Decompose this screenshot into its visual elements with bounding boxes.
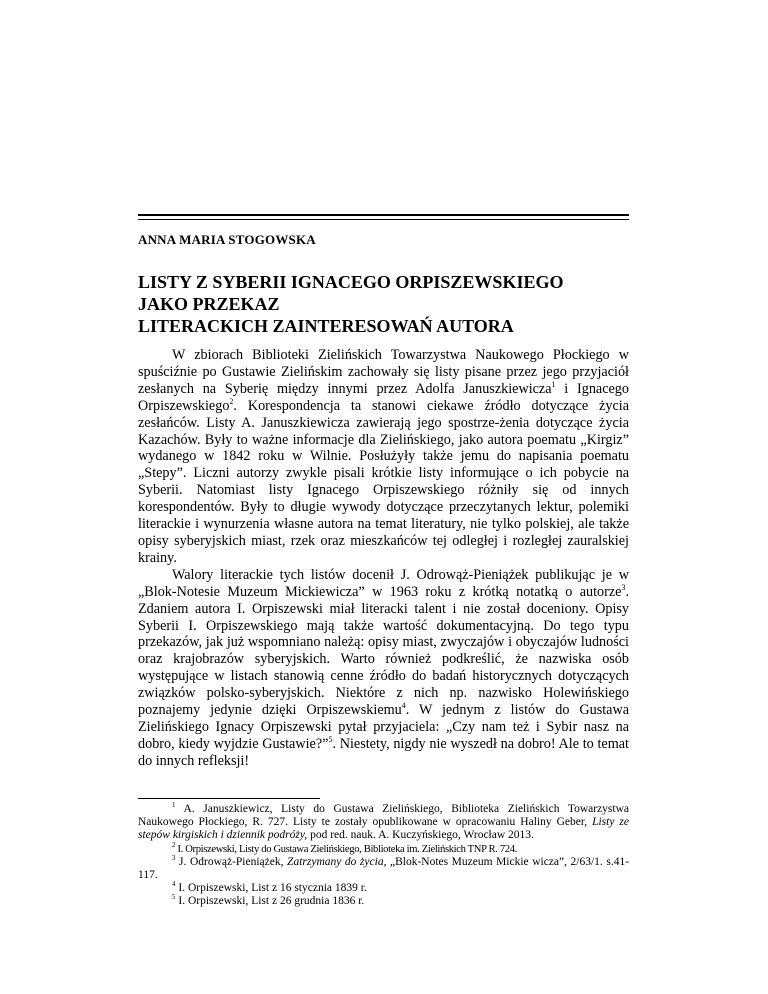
- paragraph-text: . W jednym z listów do Gustawa Zielińskiego Ignacy Orpiszewski pytał przyjaciela: „Czy nam też i Sybir nasz na dobro, kiedy wyjdzie Gustawie?”: [138, 702, 629, 752]
- footnote-4: [138, 882, 629, 895]
- article-title: [138, 271, 629, 337]
- footnote-number: 3: [172, 853, 176, 862]
- footnote-number: 2: [172, 840, 176, 849]
- paragraph-text: W zbiorach Biblioteki Zielińskich Towarzystwa Naukowego Płockiego w spuściźnie po Gustawie Zielińskim zachowały się listy pisane przez jego przyjaciół zesłanych na Syberię między innymi przez Adolfa Januszkiewicza: [138, 347, 629, 397]
- footnote-text: I. Orpiszewski, List z 16 stycznia 1839 r.: [178, 882, 367, 895]
- footnote-ref-5[interactable]: 5: [328, 734, 333, 744]
- paragraph-text: . Niestety, nigdy nie wyszedł na dobro! Ale to temat do innych refleksji!: [138, 735, 629, 769]
- footnote-2: [138, 840, 629, 856]
- paragraph-text: . Korespondencja ta stanowi ciekawe źródło dotyczące życia zesłańców. Listy A. Januszkiewicza zawierają jego spostrze-żenia dotyczące życia Kazachów. Były to ważne informacje dla Zielińskiego, jako autora poematu „Kirgiz” wydanego w 1842 roku w Wilnie. Posłużyły także jemu do napisania poematu „Stepy”. Liczni autorzy zwykle pisali krótkie listy informujące o ich pobycie na Syberii. Natomiast listy Ignacego Orpiszewskiego różniły się od innych korespondentów. Były to długie wywody dotyczące przeczytanych lektur, polemiki literackie i wynurzenia własne autora na temat literatury, nie tylko polskiej, ale także opisy syberyjskich miast, rzek oraz mieszkańców tej odległej i rozległej zauralskiej krainy.: [138, 397, 629, 566]
- footnote-5: [138, 895, 629, 908]
- footnote-text: A. Januszkiewicz, Listy do Gustawa Zielińskiego, Biblioteka Zielińskich Towarzystwa Naukowego Płockiego, R. 727. Listy te zostały opublikowane w opracowaniu Haliny Geber,: [138, 803, 629, 829]
- title-line-2: JAKO PRZEKAZ: [138, 294, 280, 314]
- footnote-italic-title: Zatrzymany do życia: [287, 855, 384, 868]
- footnote-ref-3[interactable]: 3: [621, 582, 626, 592]
- body-text: [138, 347, 629, 770]
- footnote-text: I. Orpiszewski, Listy do Gustawa Zielińskiego, Biblioteka im. Zielińskich TNP R. 724.: [177, 843, 517, 855]
- footnote-text: J. Odrowąż-Pieniążek,: [179, 855, 288, 868]
- footnotes: [138, 803, 629, 909]
- document-page: [138, 0, 629, 994]
- footnote-ref-2[interactable]: 2: [229, 396, 234, 406]
- paragraph-text: . Zdaniem autora I. Orpiszewski miał literacki talent i nie został doceniony. Opisy Syberii I. Orpiszewskiego mają także wartość dokumentacyjną. Do tego typu przekazów, jak już wspomniano należą: opisy miast, zwyczajów i obyczajów ludności oraz krajobrazów syberyjskich. Warto również podkreślić, że nazwiska osób występujące w listach stanowią cenne źródło do badań historycznych dotyczących związków polsko-syberyjskich. Niektóre z nich np. nazwisko Holewińskiego poznajemy jedynie dzięki Orpiszewskiemu: [138, 583, 629, 719]
- paragraph-text: Walory literackie tych listów docenił J. Odrowąż-Pieniążek publikując je w „Blok-Notesie Muzeum Mickiewicza” w 1963 roku z krótką notatką o autorze: [138, 566, 629, 600]
- author-name: ANNA MARIA STOGOWSKA: [138, 232, 316, 247]
- header-rule-thin: [138, 219, 629, 220]
- footnote-number: 5: [172, 893, 176, 902]
- footnote-number: 1: [172, 801, 176, 809]
- footnote-3: [138, 853, 630, 882]
- paragraph-2: [138, 567, 629, 770]
- footnote-separator: [138, 798, 320, 799]
- footnote-number: 4: [172, 880, 176, 889]
- footnote-text: pod red. nauk. A. Kuczyńskiego, Wrocław 2013.: [307, 829, 534, 842]
- paragraph-1: [138, 347, 629, 567]
- paragraph-text: i Ignacego Orpiszewskiego: [138, 380, 629, 414]
- footnote-ref-4[interactable]: 4: [401, 701, 406, 711]
- footnote-italic-title: Listy ze stepów kirgiskich i dziennik podróży,: [138, 816, 630, 842]
- header-rule-thick: [138, 214, 629, 216]
- title-line-3: LITERACKICH ZAINTERESOWAŃ AUTORA: [138, 316, 514, 336]
- footnote-text: I. Orpiszewski, List z 26 grudnia 1836 r.: [178, 895, 365, 908]
- footnote-text: , „Blok-Notes Muzeum Mickie wicza”, 2/63/1. s.41-117.: [138, 855, 630, 882]
- title-line-1: LISTY Z SYBERII IGNACEGO ORPISZEWSKIEGO: [138, 272, 564, 292]
- footnote-1: [138, 803, 629, 843]
- footnote-ref-1[interactable]: 1: [551, 379, 556, 389]
